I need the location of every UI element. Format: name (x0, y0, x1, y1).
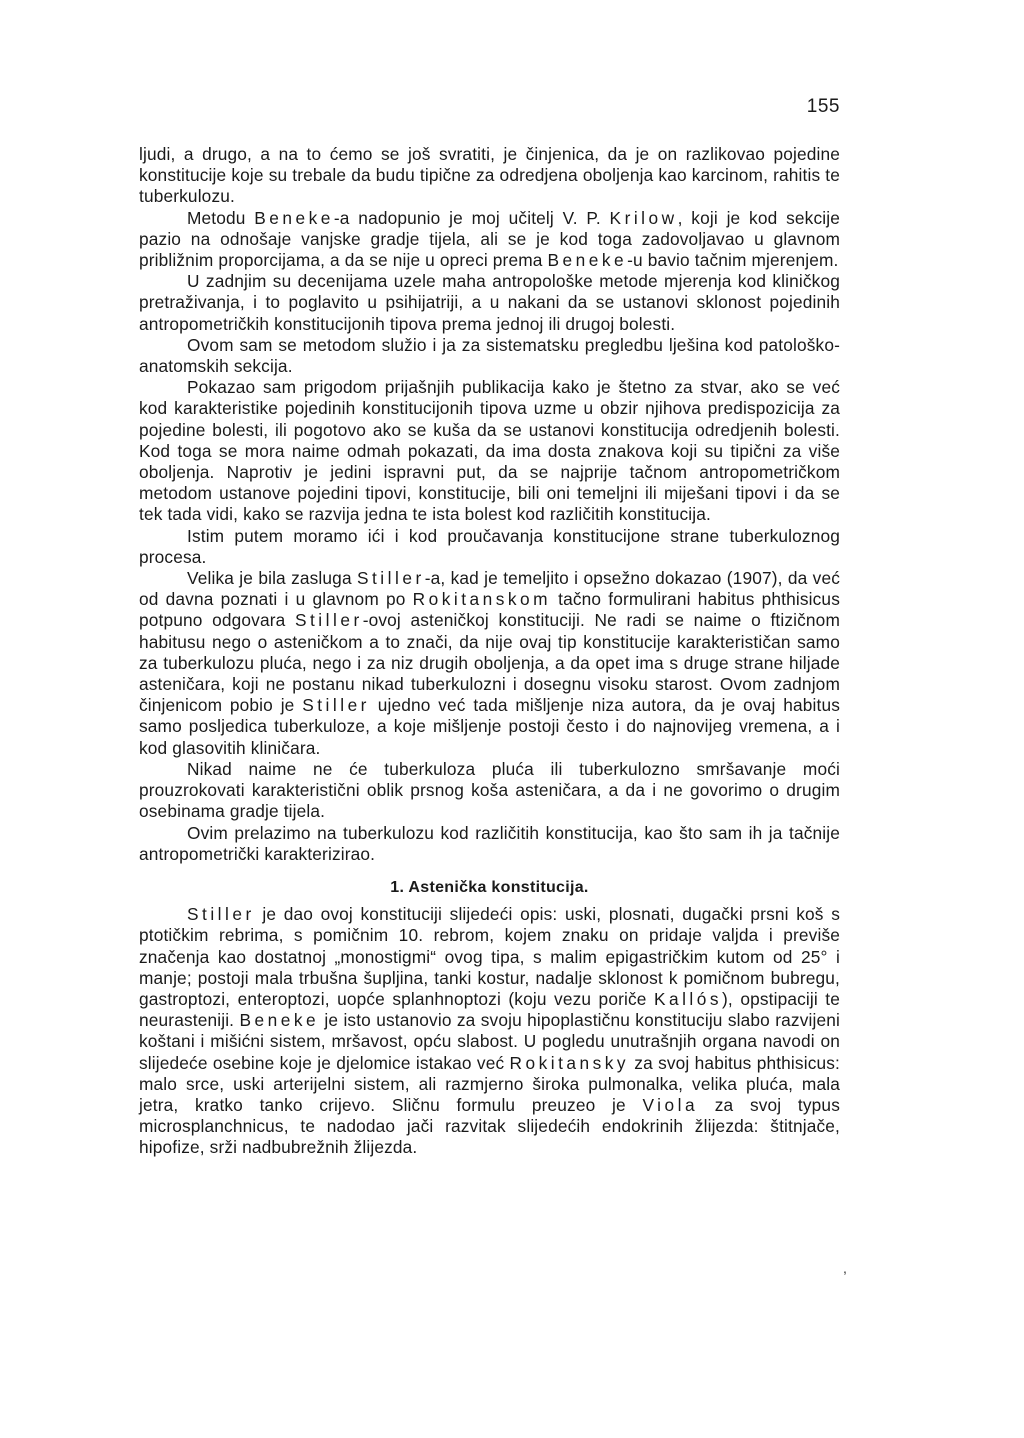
text-run: Velika je bila zasluga (187, 568, 357, 589)
paragraph-7 (139, 568, 840, 759)
paragraph-8: Nikad naime ne će tuberkuloza pluća ili tuberkulozno smršavanje moći prouzrokovati karakteristični oblik prsnog koša asteničara, a da i ne govorimo o drugim osebinama gradje tijela. (139, 758, 840, 822)
author-name-krilow: Krilow (609, 207, 678, 228)
text-run: -a, kad je temeljito i opsežno dokazao (1907), da već od davna poznati i u glavnom po (139, 568, 840, 610)
author-name-stiller: Stiller (294, 610, 363, 631)
text-run: ), opstipaciji te neurasteniji. (139, 988, 840, 1031)
text-run: za svoj typus microsplanchnicus, te nadodao jači razvitak slijedećih endokrinih žlijezda: štitnjače, hipofize, srži nadbubrežnih žlijezda. (139, 1094, 840, 1158)
paragraph-6: Istim putem moramo ići i kod proučavanja konstitucijone strane tuberkuloznog procesa. (139, 525, 840, 567)
author-name-stiller: Stiller (187, 904, 255, 925)
paragraph-2 (139, 208, 840, 272)
text-run: je dao ovoj konstituciji slijedeći opis: uski, plosnati, dugački prsni koš s ptotičkim rebrima, s pomičnim 10. rebrom, kojem znaku on pridaje valjda i previše značenja kao dostatnoj „monostigmi“ ovog tipa, s malim epigastričkim kutom od 25° i manje; postoji mala trbušna šupljina, tanki kostur, nadalje sklonost k pomičnom bubregu, gastroptozi, enteroptozi, uopće splanhnoptozi (koju vezu poriče (139, 904, 840, 1009)
author-name-stiller: Stiller (356, 568, 425, 589)
stray-mark: , (843, 1260, 847, 1276)
author-name-beneke: Beneke (239, 1010, 320, 1031)
text-run: za svoj habitus phthisicus: malo srce, uski arterijelni sistem, ali razmjerno široka pulmonalka, velika pluća, mala jetra, kratko tanko crijevo. Sličnu formulu preuzeo je (139, 1052, 840, 1115)
text-run: je isto ustanovio za svoju hipoplastičnu konstituciju slabo razvijeni koštani i mišićni sistem, mršavost, opću slabost. U pogledu unutrašnjih organa navodi on slijedeće osebine koje je djelomice istakao već (139, 1010, 840, 1073)
paragraph-5: Pokazao sam prigodom prijašnjih publikacija kako je štetno za stvar, ako se već kod karakteristike pojedinih konstitucijonih tipova uzme u obzir njihova predispozicija za pojedine bolesti, ili pogotovo ako se kuša da se ustanovi konstitucija odredjenih bolesti. Kod toga se mora naime odmah pokazati, da ima dosta znakova koji su tipični za više oboljenja. Naprotiv je jedini ispravni put, da se najprije tačnom antropometričkom metodom ustanove pojedini tipovi, konstitucije, bili oni temeljni ili miješani tipovi i da se tek tada vidi, kako se razvija jedna te ista bolest kod različitih konstitucija. (139, 377, 840, 525)
page-number: 155 (806, 96, 840, 117)
paragraph-10 (139, 904, 840, 1158)
text-run: Metodu (187, 207, 255, 228)
paragraph-1: ljudi, a drugo, a na to ćemo se još svratiti, je činjenica, da je on razlikovao pojedine konstitucije koje su trebale da budu tipične za odredjena oboljenja kao karcinom, rahitis te tuberkulozu. (139, 144, 840, 207)
paragraph-4: Ovom sam se metodom služio i ja za sistematsku pregledbu lješina kod patološko-anatomskih sekcija. (139, 334, 840, 377)
text-run: tačno formulirani habitus phthisicus potpuno odgovara (139, 589, 840, 631)
author-name-rokitansky: Rokitansky (509, 1052, 630, 1073)
text-run: -u bavio tačnim mjerenjem. (627, 250, 839, 271)
author-name-stiller: Stiller (302, 695, 370, 716)
body-text (139, 144, 840, 1159)
author-name-beneke: Beneke (254, 207, 334, 228)
paragraph-3: U zadnjim su decenijama uzele maha antropološke metode mjerenja kod kliničkog pretraživanja, i to poglavito u psihijatriji, a u nakani da se ustanovi sklonost pojedinih antropometričkih konstitucijonih tipova prema jednoj ili drugoj bolesti. (139, 271, 840, 334)
author-name-kallos: Kallós (653, 988, 723, 1009)
author-name-viola: Viola (642, 1094, 699, 1115)
text-run: ujedno već tada mišljenje niza autora, da je ovaj habitus samo posljedica tuberkuloze, a koje mišljenje postoji često i do najnovijeg vremena, a i kod glasovitih kliničara. (139, 695, 841, 758)
author-name-rokitansky: Rokitanskom (412, 589, 552, 610)
text-run: , koji je kod sekcije pazio na odnošaje vanjske gradje tijela, ali se je kod toga zadovoljavao u glavnom približnim proporcijama, a da se nije u opreci prema (139, 207, 840, 271)
text-run: -ovoj asteničkoj konstituciji. Ne radi se naime o ftizičnom habitusu nego o asteničkom a to znači, da nije ovaj tip konstitucije karakterističan samo za tuberkulozu pluća, nego i za niz drugih oboljenja, a da opet ima s druge strane hiljade asteničara, koji ne postanu nikad tuberkulozni i dosegnu visoku starost. Ovom zadnjom činjenicom pobio je (139, 610, 840, 716)
author-name-beneke: Beneke (547, 250, 628, 271)
paragraph-9: Ovim prelazimo na tuberkulozu kod različitih konstitucija, kao što sam ih ja tačnije antropometrički karakterizirao. (139, 822, 840, 864)
section-heading: 1. Astenička konstitucija. (390, 878, 589, 896)
text-run: -a nadopunio je moj učitelj V. P. (333, 207, 610, 228)
